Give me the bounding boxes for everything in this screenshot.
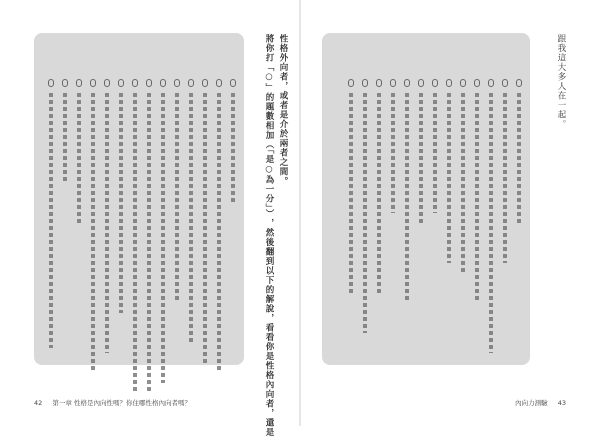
questionnaire-item — [472, 79, 482, 379]
item-text-stroke — [447, 93, 451, 263]
answer-circle-icon — [118, 79, 124, 87]
questionnaire-item — [130, 79, 140, 379]
item-text-stroke — [91, 93, 95, 373]
item-text-stroke — [189, 93, 193, 343]
answer-circle-icon — [76, 79, 82, 87]
item-text-stroke — [517, 93, 521, 223]
left-chapter-label: 第一章 — [52, 399, 72, 407]
questionnaire-item — [416, 79, 426, 379]
item-text-stroke — [377, 93, 381, 293]
item-text-stroke — [49, 93, 53, 348]
item-text-stroke — [63, 93, 67, 183]
questionnaire-box-left — [34, 33, 244, 365]
questionnaire-item — [172, 79, 182, 379]
answer-circle-icon — [174, 79, 180, 87]
answer-circle-icon — [432, 79, 438, 87]
item-text-stroke — [175, 93, 179, 303]
answer-circle-icon — [418, 79, 424, 87]
answer-circle-icon — [460, 79, 466, 87]
answer-circle-icon — [446, 79, 452, 87]
left-page-number: 42 — [34, 399, 43, 407]
item-text-stroke — [203, 93, 207, 363]
questionnaire-item — [116, 79, 126, 379]
questionnaire-item — [200, 79, 210, 379]
item-text-stroke — [405, 93, 409, 303]
questionnaire-item — [88, 79, 98, 379]
item-text-stroke — [231, 93, 235, 203]
answer-circle-icon — [104, 79, 110, 87]
answer-circle-icon — [216, 79, 222, 87]
questionnaire-item — [444, 79, 454, 379]
item-text-stroke — [77, 93, 81, 223]
questionnaire-item — [458, 79, 468, 379]
answer-circle-icon — [474, 79, 480, 87]
item-text-stroke — [133, 93, 137, 393]
questionnaire-item — [402, 79, 412, 379]
left-chapter-title: 性格是內向性嗎？你住哪性格內向者嗎？ — [73, 399, 191, 407]
answer-circle-icon — [202, 79, 208, 87]
page-gutter — [299, 0, 301, 426]
questionnaire-box-right — [322, 33, 530, 365]
answer-circle-icon — [404, 79, 410, 87]
left-footer — [34, 398, 191, 407]
item-text-stroke — [503, 93, 507, 263]
questionnaire-item — [388, 79, 398, 379]
item-text-stroke — [147, 93, 151, 393]
questionnaire-item — [60, 79, 70, 379]
questionnaire-item — [214, 79, 224, 379]
answer-circle-icon — [348, 79, 354, 87]
left-heading-line-1: 性格外向者，或者是介於兩者之間。 — [278, 34, 288, 186]
answer-circle-icon — [376, 79, 382, 87]
questionnaire-item — [514, 79, 524, 379]
questionnaire-item — [186, 79, 196, 379]
answer-circle-icon — [132, 79, 138, 87]
right-footer — [515, 398, 566, 407]
answer-circle-icon — [48, 79, 54, 87]
questionnaire-item — [158, 79, 168, 379]
questionnaire-item — [374, 79, 384, 379]
questionnaire-item — [144, 79, 154, 379]
item-text-stroke — [161, 93, 165, 383]
left-page — [0, 0, 299, 437]
right-heading-line-1: 跟我這大多人在一起。 — [556, 34, 566, 129]
item-text-stroke — [419, 93, 423, 223]
item-text-stroke — [119, 93, 123, 313]
item-text-stroke — [363, 93, 367, 333]
answer-circle-icon — [230, 79, 236, 87]
questionnaire-item — [46, 79, 56, 379]
questionnaire-item — [346, 79, 356, 379]
item-text-stroke — [217, 93, 221, 373]
answer-circle-icon — [362, 79, 368, 87]
answer-circle-icon — [390, 79, 396, 87]
questionnaire-item — [102, 79, 112, 379]
answer-circle-icon — [488, 79, 494, 87]
left-heading-line-2: 將你打「○」的題數相加（「是○為一分」），然後翻到以下的解說，看看你是性格內向者，還是 — [264, 34, 274, 437]
item-text-stroke — [391, 93, 395, 213]
item-text-stroke — [461, 93, 465, 273]
questionnaire-item — [500, 79, 510, 379]
questionnaire-item — [74, 79, 84, 379]
item-text-stroke — [349, 93, 353, 293]
right-page-number: 43 — [557, 399, 566, 407]
answer-circle-icon — [62, 79, 68, 87]
questionnaire-item — [430, 79, 440, 379]
questionnaire-item — [360, 79, 370, 379]
answer-circle-icon — [90, 79, 96, 87]
item-text-stroke — [433, 93, 437, 213]
answer-circle-icon — [146, 79, 152, 87]
answer-circle-icon — [160, 79, 166, 87]
questionnaire-item — [486, 79, 496, 379]
answer-circle-icon — [502, 79, 508, 87]
right-footer-title: 內向力測驗 — [515, 399, 548, 407]
answer-circle-icon — [516, 79, 522, 87]
item-text-stroke — [489, 93, 493, 353]
answer-circle-icon — [188, 79, 194, 87]
questionnaire-item — [228, 79, 238, 379]
item-text-stroke — [105, 93, 109, 353]
item-text-stroke — [475, 93, 479, 303]
